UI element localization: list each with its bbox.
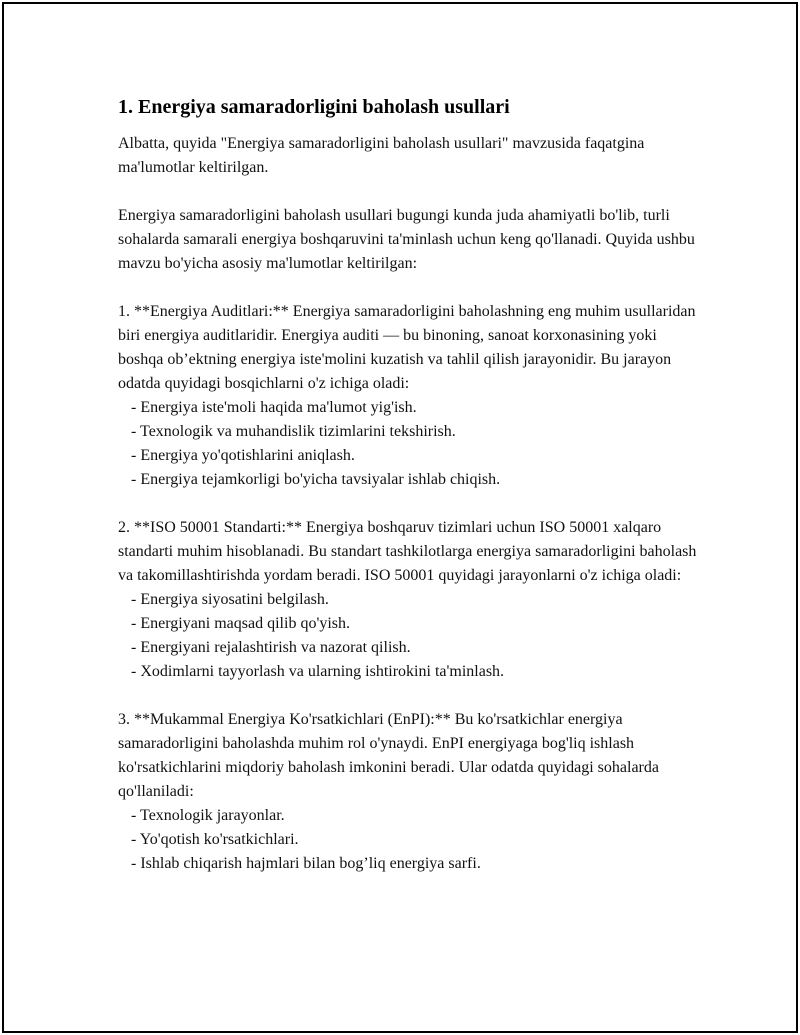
section-text: 3. **Mukammal Energiya Ko'rsatkichlari (EnPI):** Bu ko'rsatkichlar energiya samaradorligini baholashda muhim rol o'ynaydi. EnPI energiyaga bog'liq ishlash ko'rsatkichlarini miqdoriy baholash imkonini beradi. Ular odatda quyidagi sohalarda qo'llaniladi: — [118, 711, 659, 800]
section-iso-50001 — [118, 516, 698, 684]
paragraph-spacer — [118, 276, 698, 300]
list-item: - Ishlab chiqarish hajmlari bilan bog’liq energiya sarfi. — [131, 855, 481, 872]
section-energy-audits — [118, 300, 698, 492]
list-item: - Energiya siyosatini belgilash. — [131, 591, 329, 608]
list-item: - Energiyani rejalashtirish va nazorat qilish. — [131, 639, 411, 656]
section-enpi — [118, 708, 698, 876]
document-title: 1. Energiya samaradorligini baholash usullari — [118, 96, 510, 118]
section-text: 2. **ISO 50001 Standarti:** Energiya boshqaruv tizimlari uchun ISO 50001 xalqaro standarti muhim hisoblanadi. Bu standart tashkilotlarga energiya samaradorligini baholash va takomillashtirishda yordam beradi. ISO 50001 quyidagi jarayonlarni o'z ichiga oladi: — [118, 519, 697, 584]
list-item: - Energiya yo'qotishlarini aniqlash. — [131, 447, 355, 464]
list-item: - Energiya iste'moli haqida ma'lumot yig'ish. — [131, 399, 417, 416]
bullet-list — [118, 804, 698, 876]
paragraph-spacer — [118, 492, 698, 516]
bullet-list — [118, 588, 698, 684]
intro-paragraph-2: Energiya samaradorligini baholash usullari bugungi kunda juda ahamiyatli bo'lib, turli sohalarda samarali energiya boshqaruvini ta'minlash uchun keng qo'llanadi. Quyida ushbu mavzu bo'yicha asosiy ma'lumotlar keltirilgan: — [118, 207, 695, 272]
section-text: 1. **Energiya Auditlari:** Energiya samaradorligini baholashning eng muhim usullaridan biri energiya auditlaridir. Energiya auditi — bu binoning, sanoat korxonasining yoki boshqa ob’ektning energiya iste'molini kuzatish va tahlil qilish jarayonidir. Bu jarayon odatda quyidagi bosqichlarni o'z ichiga oladi: — [118, 303, 696, 392]
list-item: - Texnologik jarayonlar. — [131, 807, 285, 824]
paragraph-spacer — [118, 180, 698, 204]
list-item: - Texnologik va muhandislik tizimlarini tekshirish. — [131, 423, 456, 440]
list-item: - Energiyani maqsad qilib qo'yish. — [131, 615, 350, 632]
list-item: - Energiya tejamkorligi bo'yicha tavsiyalar ishlab chiqish. — [131, 471, 501, 488]
document-body — [118, 94, 698, 876]
list-item: - Yo'qotish ko'rsatkichlari. — [131, 831, 299, 848]
list-item: - Xodimlarni tayyorlash va ularning ishtirokini ta'minlash. — [131, 663, 505, 680]
intro-paragraph-1: Albatta, quyida "Energiya samaradorligini baholash usullari" mavzusida faqatgina ma'lumotlar keltirilgan. — [118, 135, 645, 176]
bullet-list — [118, 396, 698, 492]
paragraph-spacer — [118, 684, 698, 708]
